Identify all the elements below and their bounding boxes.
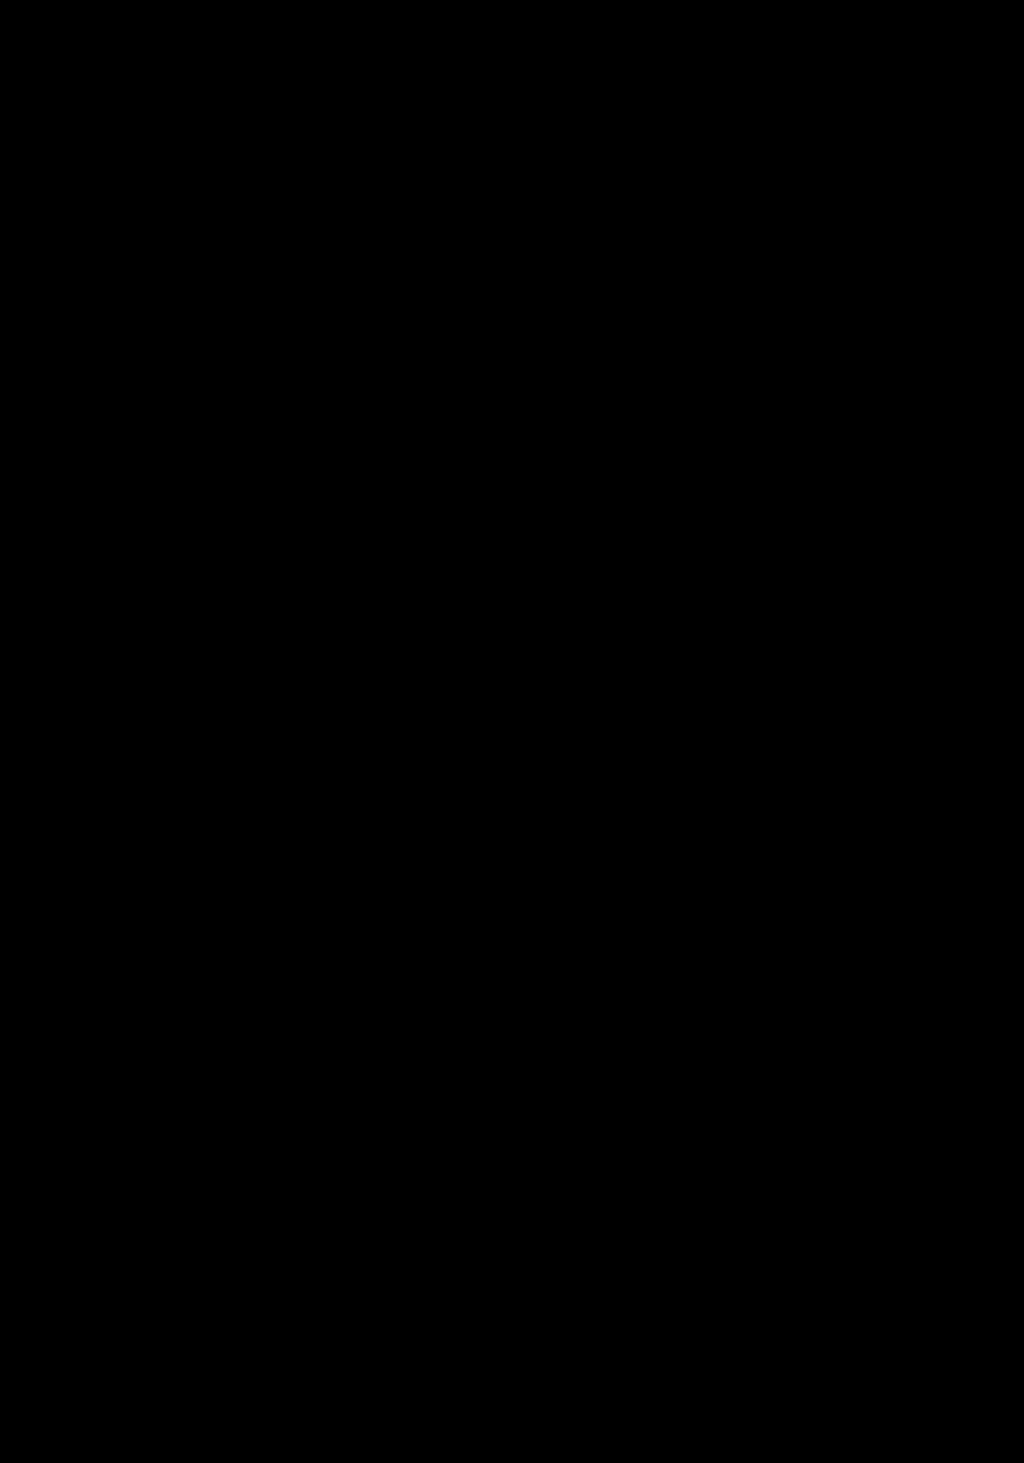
paragraph-method: Στην παρούσα διπλωματική εργασία, μελετάται η ροή υγρού υμένα πάνω από περιοδικά διαμορφωμένο τοίχωμα με σύστημα έγχυσης. Σκοπός, είναι η οπτικοποίηση της εξέλιξης του φαινομένου της διαμήκους και εγκάρσιας διάχυσης καθώς επίσης η παρατήρηση των σχηματιζόμενων ζωνών ανακυκλοφορίας στις κοιλότητες του τοιχώματος. Σε κανάλι ροής μήκους 0,8m, τοποθετήθηκε το περιοδικά διαμορφωμένο τοίχωμα. Έγινε διάνοιξη οπών και προσαρμόσθηκε το σύστημα έγχυσης το οποίο συνδέθηκε με δοσομετρική αντλία με δυνατότητα ρύθμισης της παροχής. Το φαινόμενο παρατηρήθηκε σε διάφορες συνθήκες ροής και η οπτικοποίησή του έγινε με χρήση βιντεοκάμερας. bbox=[90, 361, 924, 600]
paragraph-chapters: Στα κεφάλαια της εργασίας, παρουσιάζεται η βιβλιογραφική ανασκόπηση της ροής του υγρού υμένα, η πειραματική διαδικασία που πραγματοποιήθηκε και παρατίθενται εικόνες από την οπτικοποίηση. Τέλος δίνονται τα συμπεράσματα που εξήχθησαν από την παρατήρηση και μελέτη του φαινομένου bbox=[90, 616, 924, 710]
paragraph-intro: Η ροή υγρού υμένα είναι ένα φαινόμενο που συναντάται σε πολλές τεχνολογικές εφαρμογές. Κυριότερο πεδίο εφαρμογής είναι οι συσκευές εναλλαγής θερμότητας ή μάζας. bbox=[90, 288, 924, 345]
abstract-section bbox=[90, 210, 924, 718]
page-title: ΠΕΡΙΛΗΨΗ bbox=[449, 211, 565, 236]
